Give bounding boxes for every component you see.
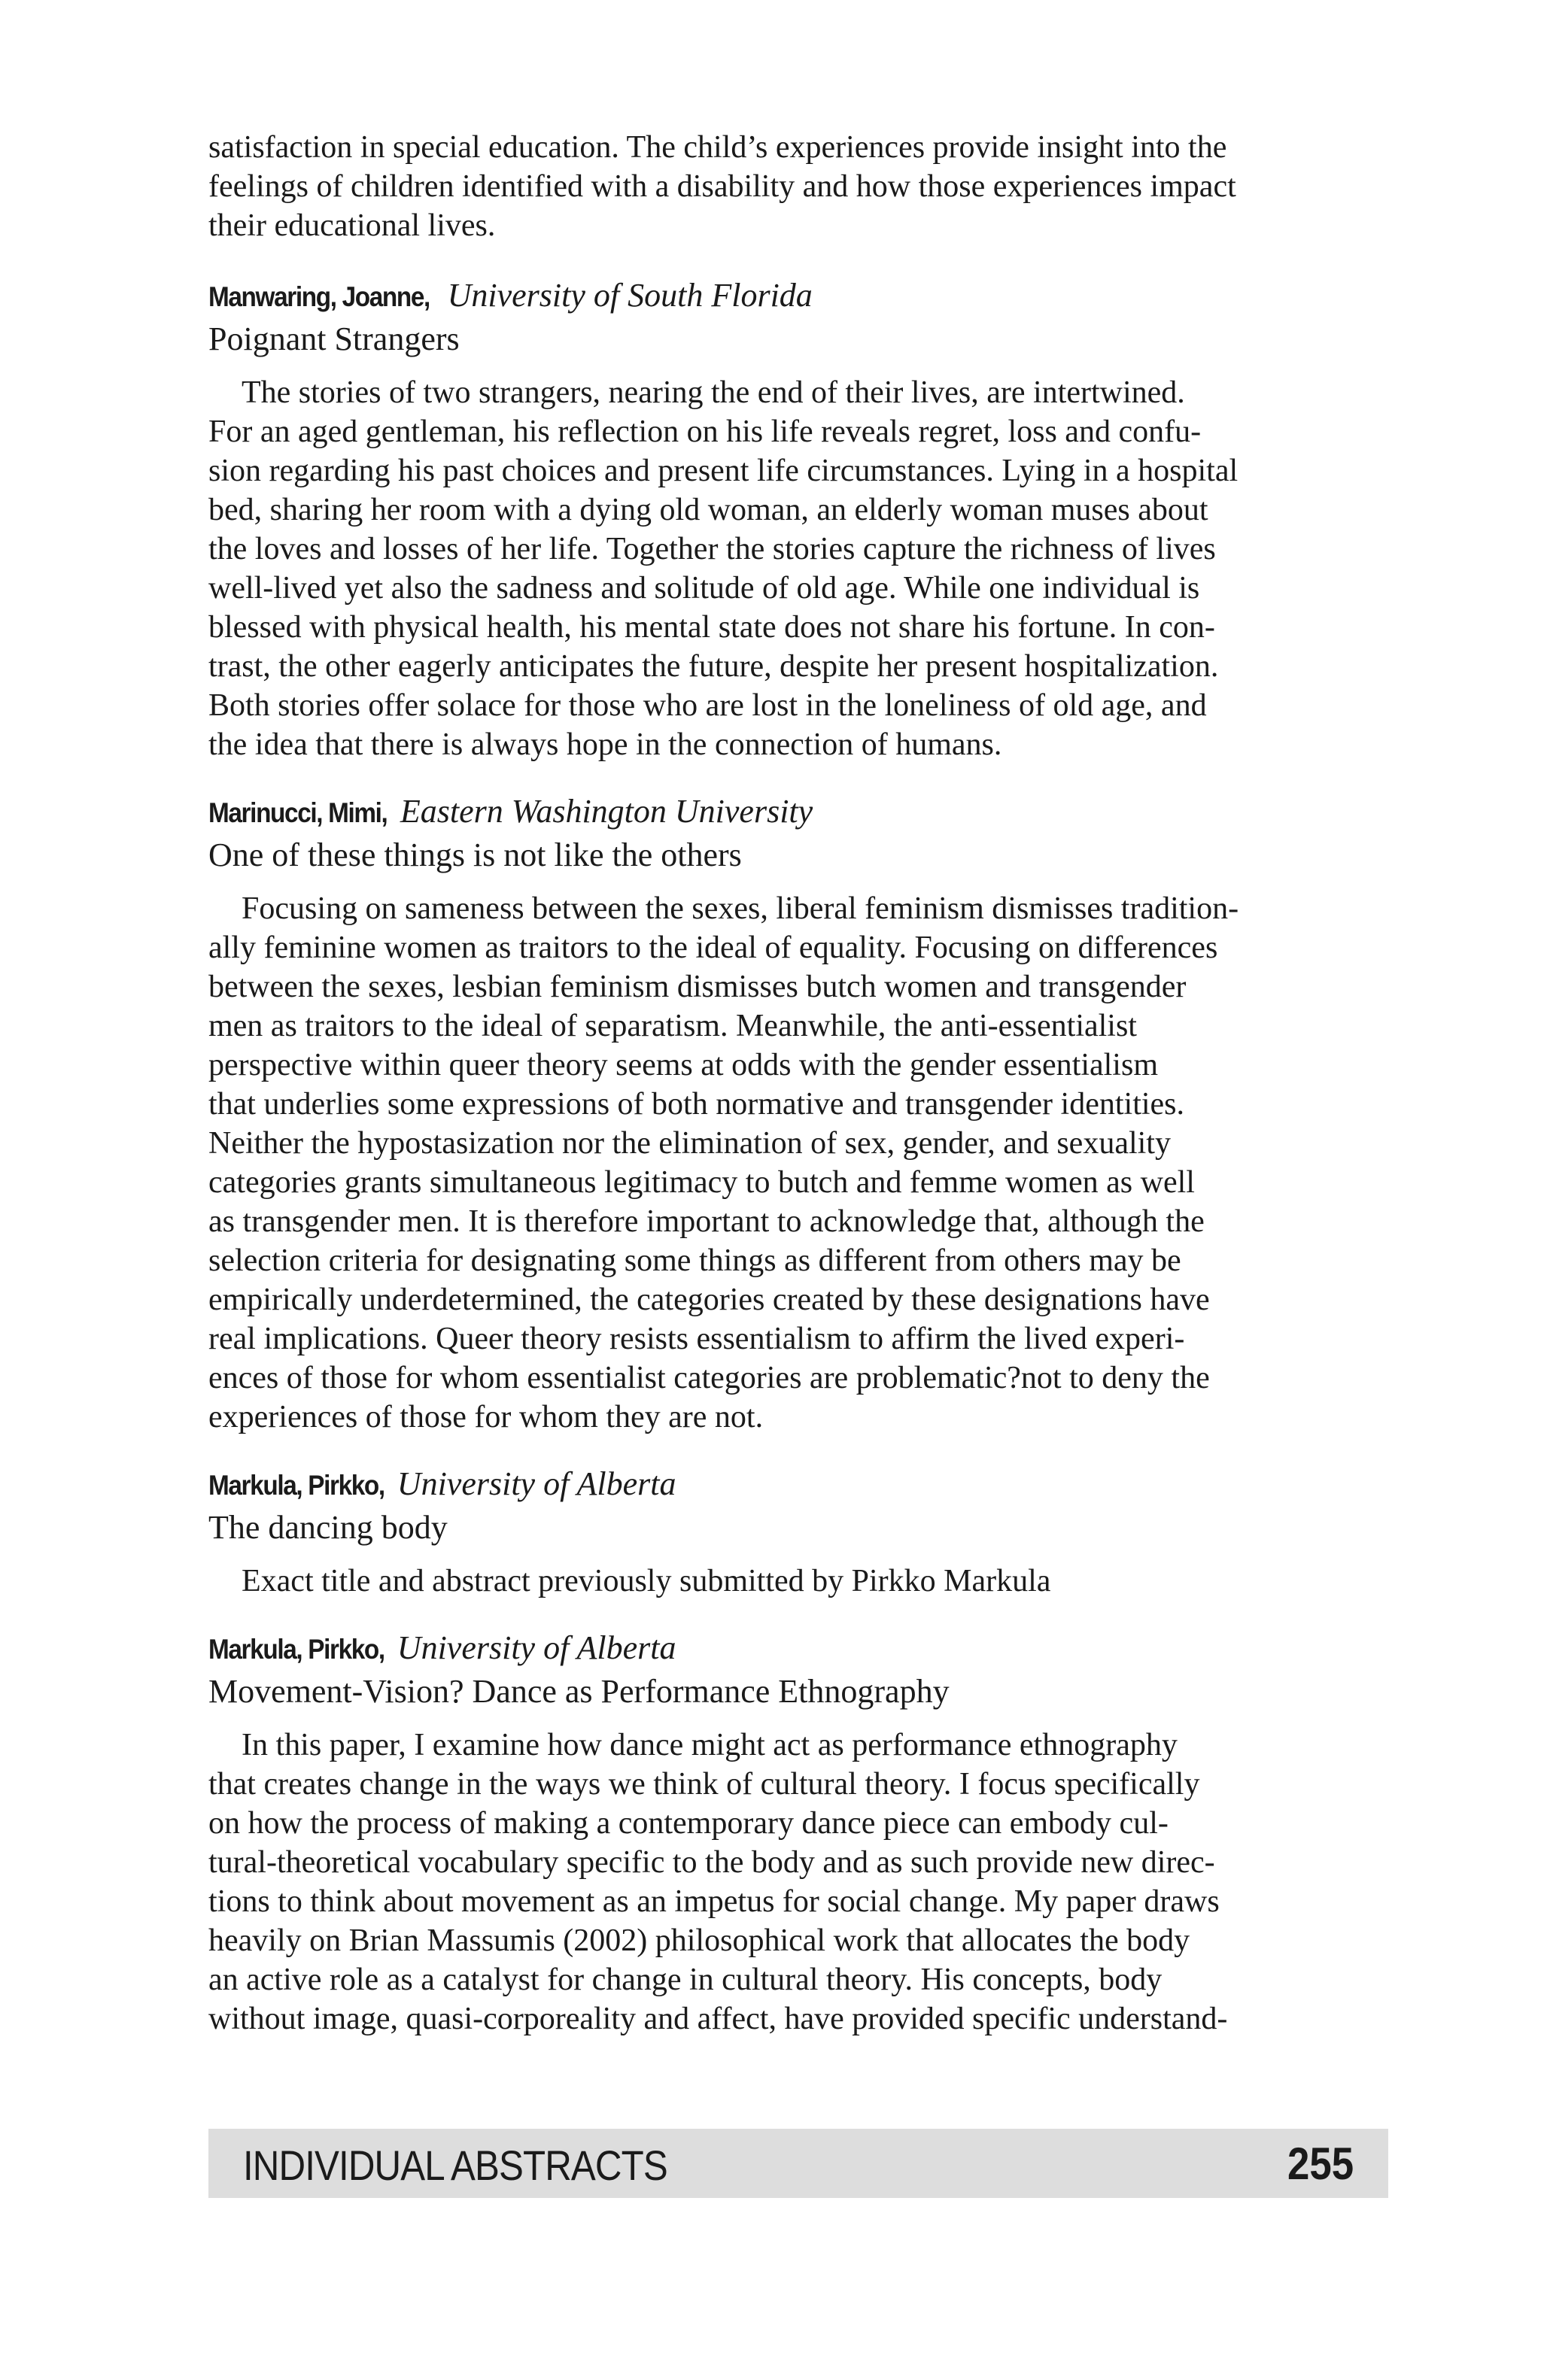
text-line: feelings of children identified with a disability and how those experiences impact xyxy=(208,169,1236,204)
text-line: that creates change in the ways we think of cultural theory. I focus specifically xyxy=(208,1767,1200,1802)
author-line xyxy=(208,275,1388,317)
text-line: the loves and losses of her life. Together the stories capture the richness of lives xyxy=(208,532,1216,566)
abstract-body xyxy=(208,1726,1388,2038)
text-line: sion regarding his past choices and present life circumstances. Lying in a hospital xyxy=(208,454,1239,488)
text-line: as transgender men. It is therefore important to acknowledge that, although the xyxy=(208,1204,1205,1239)
abstract-title: The dancing body xyxy=(208,1509,448,1546)
abstract-body xyxy=(208,373,1388,764)
abstract-title: One of these things is not like the others xyxy=(208,836,742,873)
text-line: experiences of those for whom they are not. xyxy=(208,1400,764,1434)
text-line: tions to think about movement as an impetus for social change. My paper draws xyxy=(208,1884,1220,1919)
author-name: Markula, Pirkko, xyxy=(208,1634,384,1665)
abstract-entry xyxy=(208,275,1388,764)
author-name: Manwaring, Joanne, xyxy=(208,281,430,312)
author-line xyxy=(208,1628,1388,1670)
text-line: For an aged gentleman, his reflection on his life reveals regret, loss and confu- xyxy=(208,414,1202,449)
author-affiliation: University of South Florida xyxy=(447,277,813,314)
page-footer xyxy=(208,2129,1388,2198)
page-content xyxy=(208,128,1388,2038)
text-line: Neither the hypostasization nor the elimination of sex, gender, and sexuality xyxy=(208,1126,1171,1161)
text-line: without image, quasi-corporeality and affect, have provided specific understand- xyxy=(208,2002,1228,2036)
abstract-entry xyxy=(208,1628,1388,2038)
text-line: that underlies some expressions of both normative and transgender identities. xyxy=(208,1087,1185,1122)
author-name: Markula, Pirkko, xyxy=(208,1470,384,1501)
text-line: ences of those for whom essentialist categories are problematic?not to deny the xyxy=(208,1361,1210,1395)
text-line: tural-theoretical vocabulary specific to the body and as such provide new direc- xyxy=(208,1845,1215,1880)
text-line: selection criteria for designating some things as different from others may be xyxy=(208,1243,1181,1278)
text-line: ally feminine women as traitors to the ideal of equality. Focusing on differences xyxy=(208,930,1218,965)
text-line: categories grants simultaneous legitimacy to butch and femme women as well xyxy=(208,1165,1195,1200)
intro-paragraph xyxy=(208,128,1388,245)
abstract-body xyxy=(208,889,1388,1437)
abstract-entry xyxy=(208,791,1388,1437)
abstract-title: Poignant Strangers xyxy=(208,320,460,357)
text-line: empirically underdetermined, the categories created by these designations have xyxy=(208,1283,1210,1317)
text-line: an active role as a catalyst for change in cultural theory. His concepts, body xyxy=(208,1963,1163,1997)
page-number: 255 xyxy=(1287,2139,1354,2189)
text-line: Focusing on sameness between the sexes, liberal feminism dismisses tradition- xyxy=(242,891,1239,926)
text-line: bed, sharing her room with a dying old woman, an elderly woman muses about xyxy=(208,493,1208,527)
author-affiliation: University of Alberta xyxy=(397,1629,676,1666)
abstract-entry xyxy=(208,1464,1388,1601)
text-line: perspective within queer theory seems at odds with the gender essentialism xyxy=(208,1048,1158,1082)
text-line: Exact title and abstract previously submitted by Pirkko Markula xyxy=(242,1564,1051,1598)
text-line: the idea that there is always hope in the connection of humans. xyxy=(208,727,1002,762)
text-line: The stories of two strangers, nearing the end of their lives, are intertwined. xyxy=(242,375,1185,410)
text-line: well-lived yet also the sadness and solitude of old age. While one individual is xyxy=(208,571,1200,606)
author-name: Marinucci, Mimi, xyxy=(208,797,388,828)
author-affiliation: University of Alberta xyxy=(397,1465,676,1502)
text-line: In this paper, I examine how dance might act as performance ethnography xyxy=(242,1728,1178,1762)
author-affiliation: Eastern Washington University xyxy=(400,793,813,830)
author-line xyxy=(208,1464,1388,1506)
text-line: between the sexes, lesbian feminism dismisses butch women and transgender xyxy=(208,970,1187,1004)
text-line: on how the process of making a contemporary dance piece can embody cul- xyxy=(208,1806,1169,1841)
text-line: their educational lives. xyxy=(208,208,496,243)
text-line: Both stories offer solace for those who are lost in the loneliness of old age, and xyxy=(208,688,1207,723)
abstract-body xyxy=(208,1562,1388,1601)
text-line: real implications. Queer theory resists essentialism to affirm the lived experi- xyxy=(208,1322,1185,1356)
author-line xyxy=(208,791,1388,833)
text-line: trast, the other eagerly anticipates the future, despite her present hospitalization. xyxy=(208,649,1219,684)
text-line: heavily on Brian Massumis (2002) philosophical work that allocates the body xyxy=(208,1923,1190,1958)
text-line: satisfaction in special education. The child’s experiences provide insight into the xyxy=(208,130,1227,165)
text-line: men as traitors to the ideal of separatism. Meanwhile, the anti-essentialist xyxy=(208,1009,1137,1043)
text-line: blessed with physical health, his mental state does not share his fortune. In con- xyxy=(208,610,1215,645)
section-title: INDIVIDUAL ABSTRACTS xyxy=(243,2142,667,2189)
abstract-title: Movement-Vision? Dance as Performance Ethnography xyxy=(208,1673,950,1710)
